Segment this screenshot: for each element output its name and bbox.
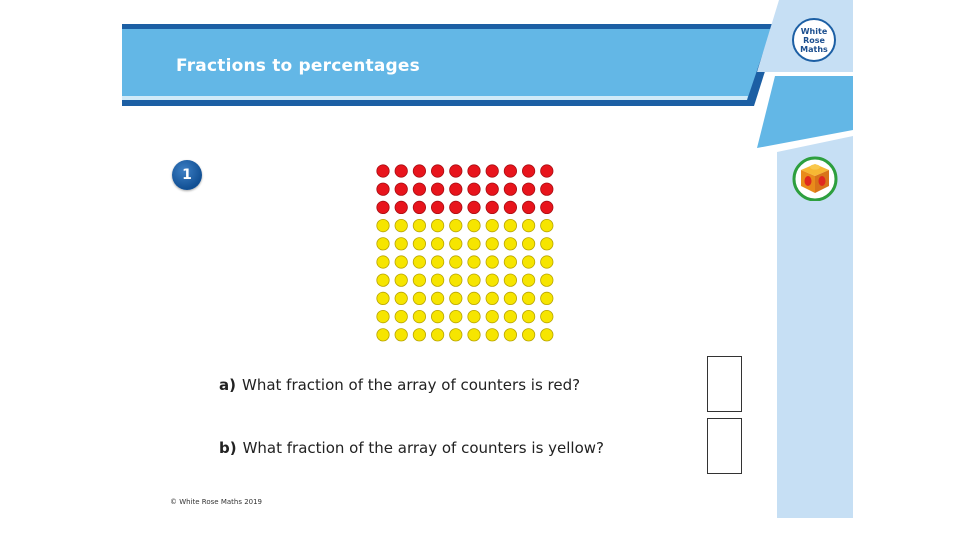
yellow-counter [522, 329, 534, 341]
yellow-counter [395, 219, 407, 231]
red-counter [413, 183, 425, 195]
red-counter [450, 201, 462, 213]
yellow-counter [468, 310, 480, 322]
yellow-counter [413, 256, 425, 268]
yellow-counter [541, 310, 553, 322]
yellow-counter [541, 292, 553, 304]
red-counter [377, 165, 389, 177]
question-b-text: What fraction of the array of counters is yellow? [242, 439, 604, 457]
yellow-counter [468, 274, 480, 286]
yellow-counter [431, 219, 443, 231]
yellow-counter [413, 238, 425, 250]
red-counter [522, 165, 534, 177]
yellow-counter [431, 256, 443, 268]
yellow-counter [395, 238, 407, 250]
yellow-counter [450, 274, 462, 286]
red-counter [504, 165, 516, 177]
yellow-counter [450, 310, 462, 322]
yellow-counter [450, 256, 462, 268]
yellow-counter [504, 274, 516, 286]
yellow-counter [395, 329, 407, 341]
yellow-counter [522, 219, 534, 231]
yellow-counter [413, 219, 425, 231]
red-counter [504, 201, 516, 213]
red-counter [468, 183, 480, 195]
question-a [219, 376, 580, 394]
counter-array [374, 162, 560, 348]
yellow-counter [431, 310, 443, 322]
yellow-counter [377, 310, 389, 322]
logo-line-2: Rose [803, 35, 825, 45]
red-counter [431, 201, 443, 213]
page-title: Fractions to percentages [176, 56, 420, 76]
yellow-counter [541, 256, 553, 268]
yellow-counter [541, 238, 553, 250]
yellow-counter [504, 329, 516, 341]
yellow-counter [486, 256, 498, 268]
yellow-counter [450, 238, 462, 250]
yellow-counter [395, 292, 407, 304]
logo-line-3: Maths [800, 44, 828, 54]
yellow-counter [522, 238, 534, 250]
red-counter [541, 165, 553, 177]
yellow-counter [377, 238, 389, 250]
white-rose-maths-logo [792, 18, 836, 62]
yellow-counter [504, 238, 516, 250]
yellow-counter [504, 310, 516, 322]
yellow-counter [468, 256, 480, 268]
yellow-counter [431, 329, 443, 341]
yellow-counter [486, 274, 498, 286]
answer-box-a[interactable] [707, 356, 742, 412]
red-counter [450, 183, 462, 195]
red-counter [450, 165, 462, 177]
red-counter [431, 165, 443, 177]
red-counter [413, 201, 425, 213]
yellow-counter [431, 238, 443, 250]
red-counter [486, 165, 498, 177]
yellow-counter [504, 292, 516, 304]
yellow-counter [522, 292, 534, 304]
red-counter [395, 165, 407, 177]
yellow-counter [468, 219, 480, 231]
right-side-panel [753, 0, 853, 518]
yellow-counter [395, 256, 407, 268]
yellow-counter [522, 274, 534, 286]
red-counter [431, 183, 443, 195]
yellow-counter [522, 310, 534, 322]
yellow-counter [431, 274, 443, 286]
red-counter [522, 201, 534, 213]
yellow-counter [377, 292, 389, 304]
yellow-counter [413, 292, 425, 304]
red-counter [522, 183, 534, 195]
yellow-counter [541, 219, 553, 231]
red-counter [486, 201, 498, 213]
question-b-label: b) [219, 439, 237, 457]
slide [122, 0, 853, 518]
red-counter [377, 183, 389, 195]
yellow-counter [413, 310, 425, 322]
yellow-counter [377, 274, 389, 286]
yellow-counter [395, 274, 407, 286]
yellow-counter [413, 329, 425, 341]
yellow-counter [486, 310, 498, 322]
yellow-counter [377, 219, 389, 231]
red-counter [541, 201, 553, 213]
red-counter [468, 201, 480, 213]
logo-line-1: White [800, 26, 828, 36]
red-counter [395, 183, 407, 195]
yellow-counter [468, 292, 480, 304]
yellow-counter [450, 329, 462, 341]
red-counter [541, 183, 553, 195]
yellow-counter [486, 219, 498, 231]
yellow-counter [486, 329, 498, 341]
copyright-notice: © White Rose Maths 2019 [170, 498, 263, 506]
yellow-counter [450, 292, 462, 304]
yellow-counter [395, 310, 407, 322]
yellow-counter [377, 329, 389, 341]
yellow-counter [486, 238, 498, 250]
yellow-counter [504, 256, 516, 268]
red-counter [504, 183, 516, 195]
red-counter [413, 165, 425, 177]
yellow-counter [377, 256, 389, 268]
red-counter [468, 165, 480, 177]
red-counter [486, 183, 498, 195]
question-a-text: What fraction of the array of counters is red? [241, 376, 581, 394]
red-counter [395, 201, 407, 213]
yellow-counter [431, 292, 443, 304]
yellow-counter [486, 292, 498, 304]
red-counter [377, 201, 389, 213]
yellow-counter [450, 219, 462, 231]
yellow-counter [504, 219, 516, 231]
brick-icon [791, 155, 839, 201]
question-b [219, 439, 604, 457]
yellow-counter [468, 329, 480, 341]
yellow-counter [541, 274, 553, 286]
answer-box-b[interactable] [707, 418, 742, 474]
question-a-label: a) [219, 376, 236, 394]
yellow-counter [541, 329, 553, 341]
yellow-counter [522, 256, 534, 268]
yellow-counter [413, 274, 425, 286]
question-number-badge: 1 [172, 160, 202, 190]
yellow-counter [468, 238, 480, 250]
